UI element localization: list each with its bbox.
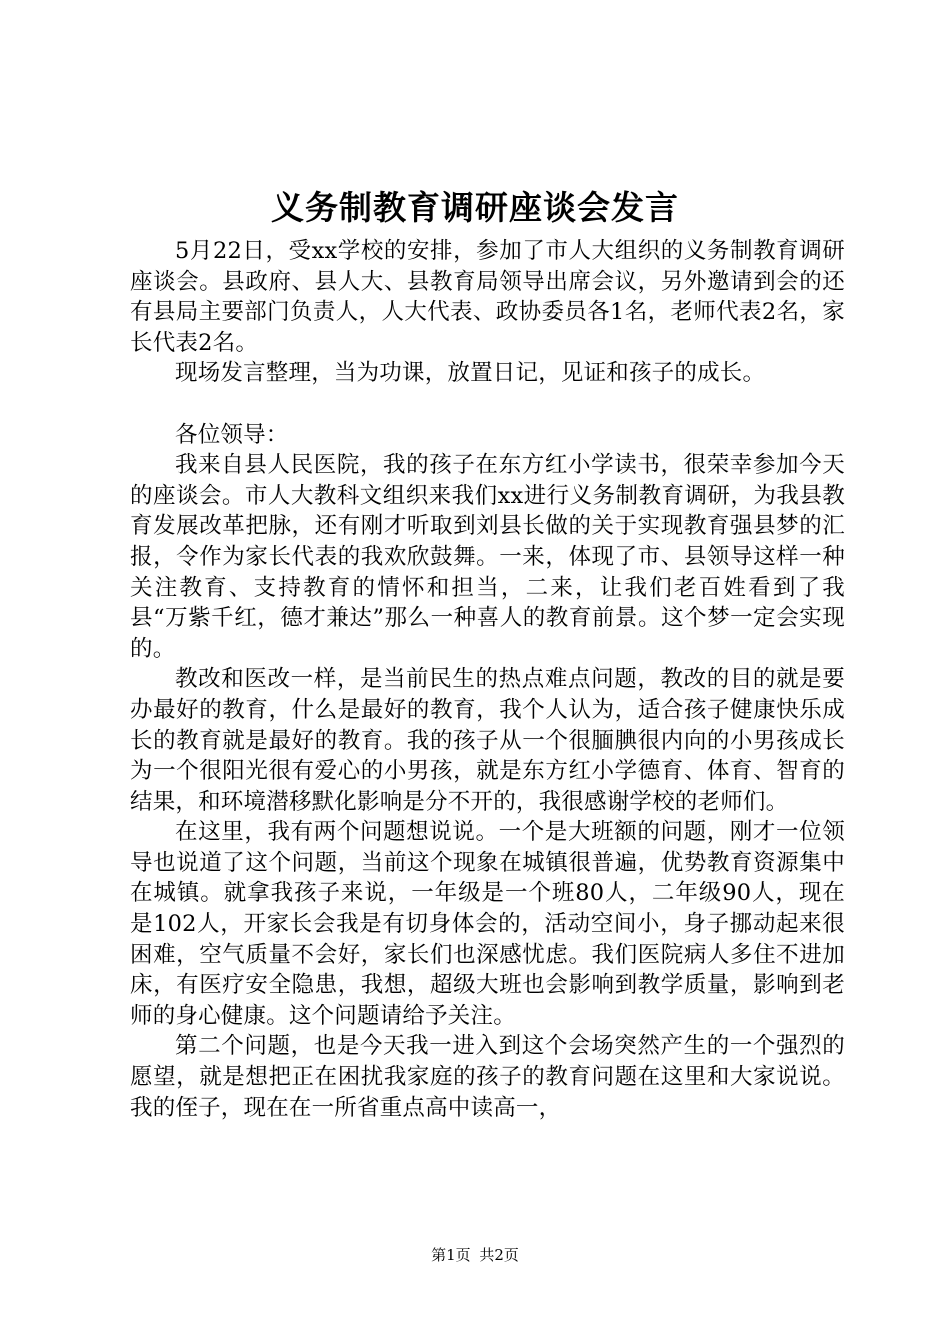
paragraph-note: 现场发言整理，当为功课，放置日记，见证和孩子的成长。: [175, 360, 766, 387]
blank-line: [130, 389, 845, 420]
paragraph-large-class-issue: 在这里，我有两个问题想说说。一个是大班额的问题，刚才一位领导也说道了这个问题，当前这个现象在城镇很普遍，优势教育资源集中在城镇。就拿我孩子来说，一年级是一个班80人，二年级90人，现在是102人，开家长会我是有切身体会的，活动空间小，身子挪动起来很困难，空气质量不会好，家长们也深感忧虑。我们医院病人多住不进加床，有医疗安全隐患，我想，超级大班也会影响到教学质量，影响到老师的身心健康。这个问题请给予关注。: [130, 819, 845, 1029]
paragraph-salutation: 各位领导：: [175, 421, 289, 448]
page-number-footer: 第1页 共2页: [431, 1246, 519, 1264]
document-title: 义务制教育调研座谈会发言: [271, 188, 679, 227]
paragraph-second-issue: 第二个问题，也是今天我一进入到这个会场突然产生的一个强烈的愿望，就是想把正在困扰我家庭的孩子的教育问题在这里和大家说说。我的侄子，现在在一所省重点高中读高一，: [130, 1033, 845, 1121]
paragraph-intro: 5月22日，受xx学校的安排，参加了市人大组织的义务制教育调研座谈会。县政府、县人大、县教育局领导出席会议，另外邀请到会的还有县局主要部门负责人，人大代表、政协委员各1名，老师代表2名，家长代表2名。: [130, 238, 845, 356]
document-body: [130, 236, 845, 1123]
paragraph-education-reform: 教改和医改一样，是当前民生的热点难点问题，教改的目的就是要办最好的教育，什么是最好的教育，我个人认为，适合孩子健康快乐成长的教育就是最好的教育。我的孩子从一个很腼腆很内向的小男孩成长为一个很阳光很有爱心的小男孩，就是东方红小学德育、体育、智育的结果，和环境潜移默化影响是分不开的，我很感谢学校的老师们。: [130, 666, 845, 815]
paragraph-self-introduction: 我来自县人民医院，我的孩子在东方红小学读书，很荣幸参加今天的座谈会。市人大教科文组织来我们xx进行义务制教育调研，为我县教育发展改革把脉，还有刚才听取到刘县长做的关于实现教育强县梦的汇报，令作为家长代表的我欢欣鼓舞。一来，体现了市、县领导这样一种关注教育、支持教育的情怀和担当，二来，让我们老百姓看到了我县“万紫千红，德才兼达”那么一种喜人的教育前景。这个梦一定会实现的。: [130, 452, 845, 662]
